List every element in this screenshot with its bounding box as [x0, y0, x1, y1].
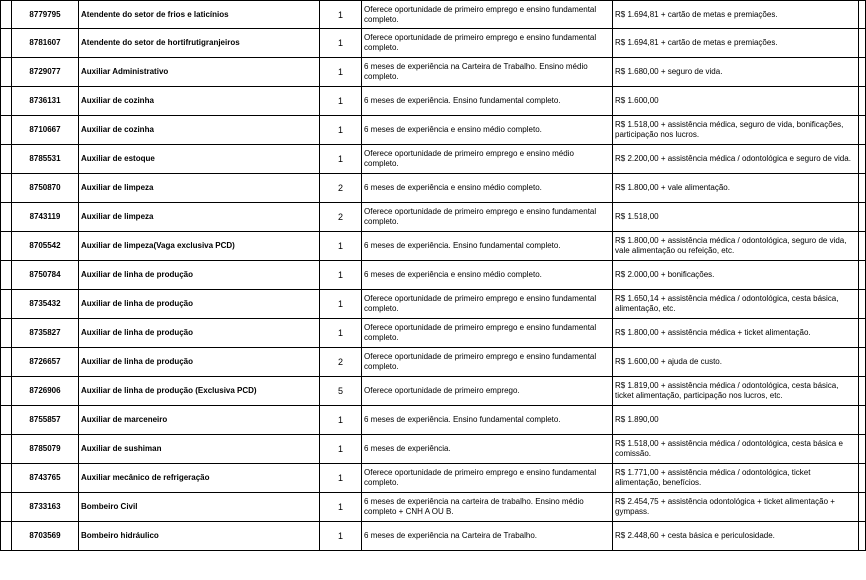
job-listings-body	[1, 1, 866, 551]
salary-benefits-cell: R$ 1.694,81 + cartão de metas e premiações.	[613, 1, 859, 29]
requirements-cell: 6 meses de experiência.	[362, 435, 613, 464]
requirements-cell: 6 meses de experiência. Ensino fundamental completo.	[362, 406, 613, 435]
vacancies-cell: 5	[320, 377, 362, 406]
salary-benefits-cell: R$ 2.454,75 + assistência odontológica + ticket alimentação + gympass.	[613, 493, 859, 522]
row-margin-cell	[1, 522, 12, 551]
row-margin-cell	[1, 406, 12, 435]
job-code-cell: 8785531	[12, 145, 79, 174]
job-code-cell: 8750870	[12, 174, 79, 203]
salary-benefits-cell: R$ 1.800,00 + vale alimentação.	[613, 174, 859, 203]
job-code-cell: 8710667	[12, 116, 79, 145]
salary-benefits-cell: R$ 1.518,00 + assistência médica / odontológica, cesta básica e comissão.	[613, 435, 859, 464]
vacancies-cell: 1	[320, 522, 362, 551]
job-code-cell: 8750784	[12, 261, 79, 290]
row-edge-cell	[859, 58, 866, 87]
salary-benefits-cell: R$ 2.000,00 + bonificações.	[613, 261, 859, 290]
vacancies-cell: 1	[320, 87, 362, 116]
job-code-cell: 8726657	[12, 348, 79, 377]
job-title-cell: Auxiliar de sushiman	[79, 435, 320, 464]
vacancies-cell: 1	[320, 29, 362, 58]
row-edge-cell	[859, 261, 866, 290]
row-margin-cell	[1, 348, 12, 377]
row-edge-cell	[859, 319, 866, 348]
row-margin-cell	[1, 261, 12, 290]
row-edge-cell	[859, 435, 866, 464]
table-row	[1, 232, 866, 261]
job-code-cell: 8736131	[12, 87, 79, 116]
row-margin-cell	[1, 203, 12, 232]
table-row	[1, 522, 866, 551]
table-row	[1, 58, 866, 87]
job-title-cell: Atendente do setor de frios e laticínios	[79, 1, 320, 29]
salary-benefits-cell: R$ 1.600,00	[613, 87, 859, 116]
requirements-cell: Oferece oportunidade de primeiro emprego e ensino fundamental completo.	[362, 1, 613, 29]
requirements-cell: Oferece oportunidade de primeiro emprego e ensino fundamental completo.	[362, 290, 613, 319]
vacancies-cell: 1	[320, 406, 362, 435]
job-title-cell: Auxiliar de limpeza(Vaga exclusiva PCD)	[79, 232, 320, 261]
vacancies-cell: 1	[320, 145, 362, 174]
requirements-cell: 6 meses de experiência na Carteira de Trabalho.	[362, 522, 613, 551]
row-edge-cell	[859, 232, 866, 261]
row-edge-cell	[859, 29, 866, 58]
requirements-cell: Oferece oportunidade de primeiro emprego e ensino médio completo.	[362, 145, 613, 174]
row-margin-cell	[1, 116, 12, 145]
job-title-cell: Bombeiro Civil	[79, 493, 320, 522]
row-margin-cell	[1, 493, 12, 522]
table-row	[1, 406, 866, 435]
vacancies-cell: 1	[320, 261, 362, 290]
salary-benefits-cell: R$ 1.800,00 + assistência médica / odontológica, seguro de vida, vale alimentação ou refeição, etc.	[613, 232, 859, 261]
row-margin-cell	[1, 174, 12, 203]
table-row	[1, 464, 866, 493]
salary-benefits-cell: R$ 2.200,00 + assistência médica / odontológica e seguro de vida.	[613, 145, 859, 174]
vacancies-cell: 1	[320, 290, 362, 319]
vacancies-cell: 2	[320, 348, 362, 377]
table-row	[1, 435, 866, 464]
job-title-cell: Auxiliar de cozinha	[79, 116, 320, 145]
table-row	[1, 29, 866, 58]
requirements-cell: Oferece oportunidade de primeiro emprego e ensino fundamental completo.	[362, 319, 613, 348]
requirements-cell: Oferece oportunidade de primeiro emprego e ensino fundamental completo.	[362, 348, 613, 377]
job-title-cell: Auxiliar Administrativo	[79, 58, 320, 87]
row-margin-cell	[1, 464, 12, 493]
table-row	[1, 203, 866, 232]
requirements-cell: 6 meses de experiência. Ensino fundamental completo.	[362, 87, 613, 116]
row-edge-cell	[859, 116, 866, 145]
row-margin-cell	[1, 435, 12, 464]
row-edge-cell	[859, 377, 866, 406]
requirements-cell: 6 meses de experiência e ensino médio completo.	[362, 174, 613, 203]
row-margin-cell	[1, 1, 12, 29]
vacancies-cell: 1	[320, 319, 362, 348]
requirements-cell: Oferece oportunidade de primeiro emprego e ensino fundamental completo.	[362, 29, 613, 58]
row-edge-cell	[859, 464, 866, 493]
requirements-cell: Oferece oportunidade de primeiro emprego e ensino fundamental completo.	[362, 464, 613, 493]
table-row	[1, 87, 866, 116]
row-margin-cell	[1, 232, 12, 261]
row-edge-cell	[859, 348, 866, 377]
job-code-cell: 8735432	[12, 290, 79, 319]
row-edge-cell	[859, 493, 866, 522]
salary-benefits-cell: R$ 1.800,00 + assistência médica + ticket alimentação.	[613, 319, 859, 348]
vacancies-cell: 1	[320, 1, 362, 29]
job-title-cell: Auxiliar de cozinha	[79, 87, 320, 116]
requirements-cell: Oferece oportunidade de primeiro emprego.	[362, 377, 613, 406]
row-margin-cell	[1, 319, 12, 348]
vacancies-cell: 1	[320, 435, 362, 464]
salary-benefits-cell: R$ 1.600,00 + ajuda de custo.	[613, 348, 859, 377]
requirements-cell: 6 meses de experiência na Carteira de Trabalho. Ensino médio completo.	[362, 58, 613, 87]
job-title-cell: Auxiliar de estoque	[79, 145, 320, 174]
salary-benefits-cell: R$ 1.680,00 + seguro de vida.	[613, 58, 859, 87]
salary-benefits-cell: R$ 1.518,00 + assistência médica, seguro de vida, bonificações, participação nos lucros.	[613, 116, 859, 145]
row-margin-cell	[1, 87, 12, 116]
salary-benefits-cell: R$ 1.771,00 + assistência médica / odontológica, ticket alimentação, benefícios.	[613, 464, 859, 493]
salary-benefits-cell: R$ 1.890,00	[613, 406, 859, 435]
job-title-cell: Auxiliar de marceneiro	[79, 406, 320, 435]
salary-benefits-cell: R$ 2.448,60 + cesta básica e periculosidade.	[613, 522, 859, 551]
table-row	[1, 493, 866, 522]
row-edge-cell	[859, 203, 866, 232]
requirements-cell: 6 meses de experiência. Ensino fundamental completo.	[362, 232, 613, 261]
table-row	[1, 377, 866, 406]
vacancies-cell: 2	[320, 174, 362, 203]
vacancies-cell: 1	[320, 58, 362, 87]
job-code-cell: 8781607	[12, 29, 79, 58]
table-row	[1, 1, 866, 29]
table-row	[1, 116, 866, 145]
job-code-cell: 8729077	[12, 58, 79, 87]
row-margin-cell	[1, 58, 12, 87]
job-code-cell: 8735827	[12, 319, 79, 348]
job-title-cell: Atendente do setor de hortifrutigranjeiros	[79, 29, 320, 58]
job-title-cell: Auxiliar mecânico de refrigeração	[79, 464, 320, 493]
row-edge-cell	[859, 87, 866, 116]
job-code-cell: 8743765	[12, 464, 79, 493]
job-title-cell: Auxiliar de linha de produção (Exclusiva PCD)	[79, 377, 320, 406]
job-code-cell: 8785079	[12, 435, 79, 464]
salary-benefits-cell: R$ 1.819,00 + assistência médica / odontológica, cesta básica, ticket alimentação, participação nos lucros, etc.	[613, 377, 859, 406]
salary-benefits-cell: R$ 1.518,00	[613, 203, 859, 232]
row-margin-cell	[1, 29, 12, 58]
job-title-cell: Auxiliar de linha de produção	[79, 319, 320, 348]
requirements-cell: 6 meses de experiência e ensino médio completo.	[362, 261, 613, 290]
job-title-cell: Auxiliar de linha de produção	[79, 290, 320, 319]
job-code-cell: 8703569	[12, 522, 79, 551]
job-title-cell: Auxiliar de limpeza	[79, 174, 320, 203]
row-margin-cell	[1, 377, 12, 406]
vacancies-cell: 1	[320, 493, 362, 522]
row-edge-cell	[859, 406, 866, 435]
job-title-cell: Auxiliar de linha de produção	[79, 261, 320, 290]
vacancies-cell: 1	[320, 464, 362, 493]
job-code-cell: 8743119	[12, 203, 79, 232]
job-title-cell: Bombeiro hidráulico	[79, 522, 320, 551]
row-margin-cell	[1, 290, 12, 319]
vacancies-cell: 2	[320, 203, 362, 232]
job-code-cell: 8755857	[12, 406, 79, 435]
table-row	[1, 174, 866, 203]
table-row	[1, 319, 866, 348]
job-code-cell: 8705542	[12, 232, 79, 261]
table-row	[1, 261, 866, 290]
job-code-cell: 8726906	[12, 377, 79, 406]
row-edge-cell	[859, 145, 866, 174]
job-code-cell: 8733163	[12, 493, 79, 522]
table-row	[1, 290, 866, 319]
row-edge-cell	[859, 522, 866, 551]
row-edge-cell	[859, 1, 866, 29]
job-title-cell: Auxiliar de limpeza	[79, 203, 320, 232]
vacancies-cell: 1	[320, 116, 362, 145]
row-margin-cell	[1, 145, 12, 174]
requirements-cell: 6 meses de experiência e ensino médio completo.	[362, 116, 613, 145]
vacancies-cell: 1	[320, 232, 362, 261]
job-code-cell: 8779795	[12, 1, 79, 29]
table-row	[1, 145, 866, 174]
requirements-cell: Oferece oportunidade de primeiro emprego e ensino fundamental completo.	[362, 203, 613, 232]
job-title-cell: Auxiliar de linha de produção	[79, 348, 320, 377]
row-edge-cell	[859, 174, 866, 203]
salary-benefits-cell: R$ 1.694,81 + cartão de metas e premiações.	[613, 29, 859, 58]
salary-benefits-cell: R$ 1.650,14 + assistência médica / odontológica, cesta básica, alimentação, etc.	[613, 290, 859, 319]
requirements-cell: 6 meses de experiência na carteira de trabalho. Ensino médio completo + CNH A OU B.	[362, 493, 613, 522]
table-row	[1, 348, 866, 377]
row-edge-cell	[859, 290, 866, 319]
